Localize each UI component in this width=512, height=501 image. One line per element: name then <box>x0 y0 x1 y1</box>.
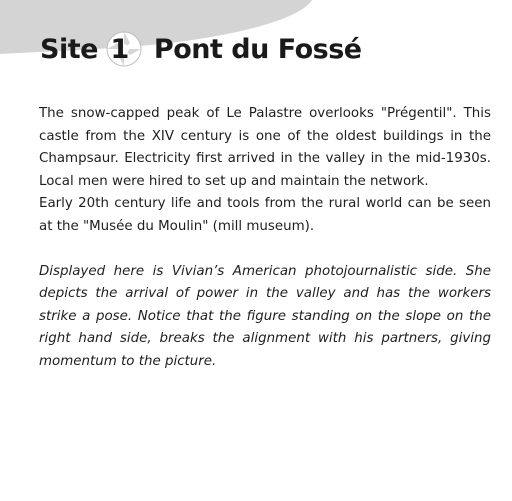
paragraph-intro: The snow-capped peak of Le Palastre overlooks "Prégentil". This castle from the XIV century is one of the oldest buildings in the Champsaur. Electricity first arrived in the valley in the mid-1930s. Local men were hired to set up and maintain the network. <box>39 106 491 189</box>
body-text <box>39 103 491 374</box>
site-label: Site <box>40 33 98 65</box>
page-header <box>40 29 362 69</box>
page-title: Pont du Fossé <box>153 33 362 65</box>
paragraph-photo-commentary: Displayed here is Vivian’s American photojournalistic side. She depicts the arrival of power in the valley and has the workers strike a pose. Notice that the figure standing on the slope on the right hand side, breaks the alignment with his partners, giving momentum to the picture. <box>39 263 491 369</box>
site-number: 1 <box>110 33 130 65</box>
site-number-badge <box>106 31 142 67</box>
paragraph-museum: Early 20th century life and tools from the rural world can be seen at the "Musée du Moulin" (mill museum). <box>39 196 491 234</box>
